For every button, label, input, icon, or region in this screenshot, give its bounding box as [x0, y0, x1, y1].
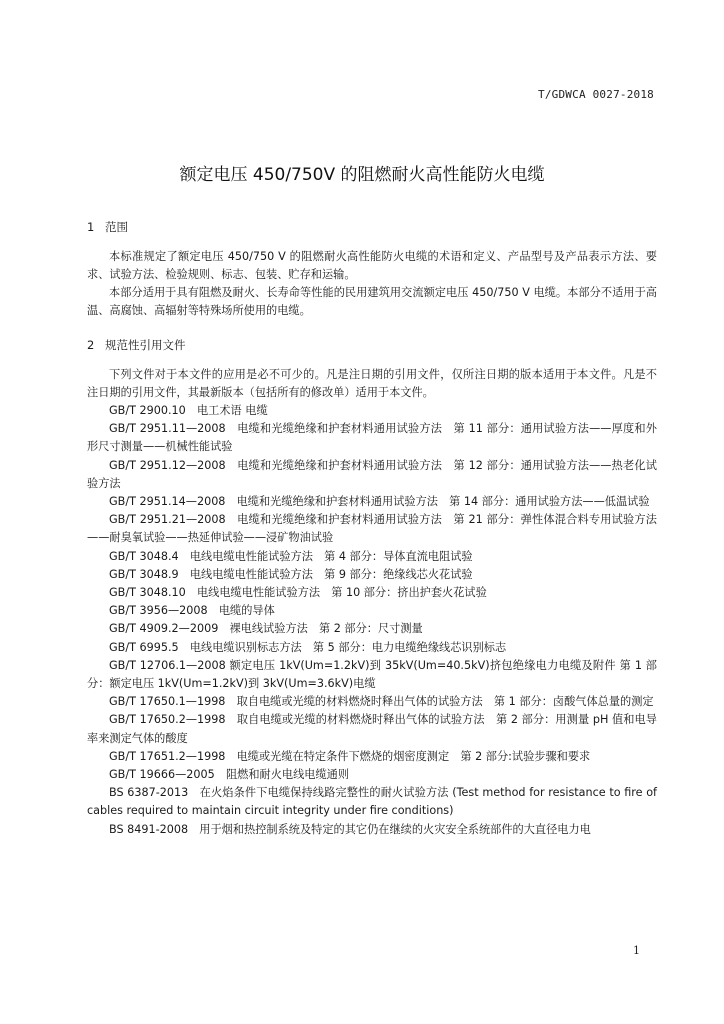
- reference-item: GB/T 19666—2005 阻燃和耐火电线电缆通则: [109, 768, 350, 782]
- reference-item: GB/T 4909.2—2009 裸电线试验方法 第 2 部分：尺寸测量: [109, 622, 423, 636]
- paragraph: 本标准规定了额定电压 450/750 V 的阻燃耐火高性能防火电缆的术语和定义、产品型号及产品表示方法、要求、试验方法、检验规则、标志、包装、贮存和运输。: [87, 250, 657, 281]
- section-title: 范围: [105, 220, 128, 234]
- document-body: [87, 218, 657, 839]
- reference-item: BS 8491-2008 用于烟和热控制系统及特定的其它仍在继续的火灾安全系统部件的大直径电力电: [109, 822, 591, 836]
- section-number: 2: [87, 338, 95, 352]
- reference-item: GB/T 3956—2008 电缆的导体: [109, 604, 275, 618]
- paragraph: 下列文件对于本文件的应用是必不可少的。凡是注日期的引用文件，仅所注日期的版本适用于本文件。凡是不注日期的引用文件，其最新版本（包括所有的修改单）适用于本文件。: [87, 368, 657, 399]
- reference-item: GB/T 3048.9 电线电缆电性能试验方法 第 9 部分：绝缘线芯火花试验: [109, 567, 473, 581]
- section-heading-scope: [87, 218, 657, 236]
- reference-item: GB/T 17651.2—1998 电缆或光缆在特定条件下燃烧的烟密度测定 第 2 部分:试验步骤和要求: [109, 749, 591, 763]
- reference-item: BS 6387-2013 在火焰条件下电缆保持线路完整性的耐火试验方法 (Test method for resistance to fire of cables required to maintain circuit integrity under fire conditions): [87, 786, 657, 818]
- reference-item: GB/T 2951.21—2008 电缆和光缆绝缘和护套材料通用试验方法 第 21 部分：弹性体混合料专用试验方法——耐臭氧试验——热延伸试验——浸矿物油试验: [87, 513, 657, 545]
- reference-item: GB/T 2900.10 电工术语 电缆: [109, 404, 268, 417]
- reference-item: GB/T 2951.14—2008 电缆和光缆绝缘和护套材料通用试验方法 第 14 部分：通用试验方法——低温试验: [109, 495, 650, 509]
- reference-item: GB/T 3048.10 电线电缆电性能试验方法 第 10 部分：挤出护套火花试验: [109, 586, 487, 600]
- reference-item: GB/T 2951.11—2008 电缆和光缆绝缘和护套材料通用试验方法 第 11 部分：通用试验方法——厚度和外形尺寸测量——机械性能试验: [87, 422, 657, 454]
- reference-item: GB/T 17650.1—1998 取自电缆或光缆的材料燃烧时释出气体的试验方法 第 1 部分：卤酸气体总量的测定: [109, 695, 654, 709]
- document-title: 额定电压 450/750V 的阻燃耐火高性能防火电缆: [179, 165, 545, 185]
- reference-item: GB/T 3048.4 电线电缆电性能试验方法 第 4 部分：导体直流电阻试验: [109, 549, 473, 563]
- section-title: 规范性引用文件: [105, 338, 186, 352]
- section-heading-normative-references: [87, 336, 657, 354]
- reference-item: GB/T 6995.5 电线电缆识别标志方法 第 5 部分：电力电缆绝缘线芯识别标志: [109, 640, 507, 654]
- page-number: 1: [633, 944, 640, 957]
- reference-item: GB/T 17650.2—1998 取自电缆或光缆的材料燃烧时释出气体的试验方法 第 2 部分：用测量 pH 值和电导率来测定气体的酸度: [87, 713, 657, 745]
- document-code: T/GDWCA 0027-2018: [538, 88, 654, 101]
- reference-item: GB/T 12706.1—2008 额定电压 1kV(Um=1.2kV)到 35kV(Um=40.5kV)挤包绝缘电力电缆及附件 第 1 部分：额定电压 1kV(Um=1.2kV)到 3kV(Um=3.6kV)电缆: [87, 658, 657, 691]
- paragraph: 本部分适用于具有阻燃及耐火、长寿命等性能的民用建筑用交流额定电压 450/750 V 电缆。本部分不适用于高温、高腐蚀、高辐射等特殊场所使用的电缆。: [87, 286, 657, 317]
- reference-item: GB/T 2951.12—2008 电缆和光缆绝缘和护套材料通用试验方法 第 12 部分：通用试验方法——热老化试验方法: [87, 458, 657, 490]
- section-number: 1: [87, 220, 95, 234]
